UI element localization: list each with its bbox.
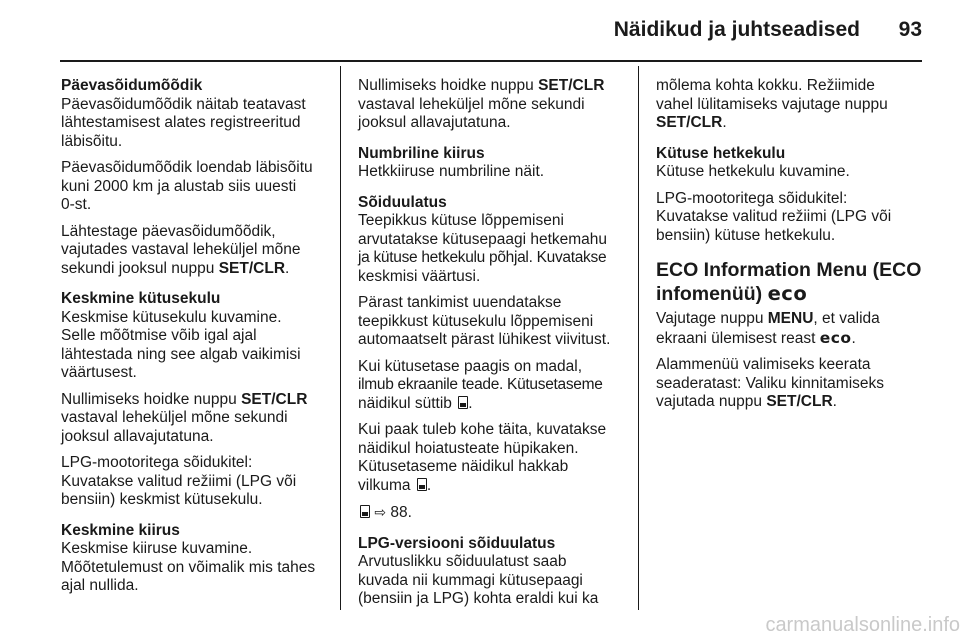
paragraph (656, 356, 924, 412)
section-heading-instant-consumption: Kütuse hetkekulu (656, 144, 786, 162)
page-title: Näidikud ja juhtseadised (613, 18, 860, 41)
text-line: LPG-mootoritega sõidukitel: (61, 454, 253, 471)
text-line: Lähtestage päevasõidumõõdik, (61, 222, 276, 240)
button-name-set-clr: SET/CLR (538, 77, 605, 94)
text-line (61, 391, 329, 410)
text: . (851, 329, 856, 347)
text-line: ECO Information Menu (ECO (656, 259, 922, 281)
fuel-pump-icon (417, 478, 427, 491)
paragraph (61, 96, 329, 152)
section-heading-digital-speed: Numbriline kiirus (358, 144, 485, 162)
section-heading-average-consumption: Keskmine kütusekulu (61, 290, 221, 307)
button-name-set-clr: SET/CLR (218, 259, 286, 277)
text-line: Hetkkiiruse numbriline näit. (358, 163, 545, 180)
paragraph (656, 190, 924, 246)
text-line: keskmisi väärtusi. (358, 267, 481, 285)
text: . (722, 114, 727, 131)
page-reference[interactable] (358, 503, 626, 523)
eco-icon: eco (819, 328, 852, 347)
text-line (656, 329, 924, 349)
text-line (656, 310, 924, 329)
text: . (832, 393, 837, 410)
text-line: (bensiin ja LPG) kohta eraldi kui ka (358, 590, 599, 607)
column-3 (656, 77, 924, 420)
text-line: vajutades vastaval leheküljel mõne (61, 241, 301, 258)
paragraph (656, 310, 924, 348)
text-line: Mõõtetulemust on võimalik mis tahes (61, 558, 316, 576)
fuel-pump-icon (458, 396, 468, 409)
text-line: jooksul allavajutatuna. (358, 114, 511, 131)
button-name-set-clr: SET/CLR (656, 114, 723, 131)
paragraph (61, 223, 329, 279)
text-line: Keskmise kütusekulu kuvamine. (61, 308, 282, 326)
button-name-set-clr: SET/CLR (766, 393, 833, 410)
paragraph (61, 540, 329, 596)
text-line (61, 260, 329, 279)
text-line: läbisõitu. (61, 132, 123, 150)
paragraph (656, 77, 924, 133)
text-line (656, 393, 924, 412)
text-line: näidikul hoiatusteate hüpikaken. (358, 439, 579, 457)
text-line: mõlema kohta kokku. Režiimide (656, 77, 875, 94)
column-divider (340, 66, 341, 610)
text-line (358, 477, 626, 496)
paragraph (358, 421, 626, 495)
text-line: bensiin) keskmist kütusekulu. (61, 491, 263, 508)
paragraph (61, 159, 329, 215)
text: vilkuma (358, 476, 411, 494)
paragraph (358, 212, 626, 286)
text: . (426, 476, 432, 494)
text-line: arvutatakse kütusepaagi hetkemahu (358, 230, 608, 248)
text-line (358, 77, 626, 96)
text-line: automaatselt pärast lühikest viivitust. (358, 331, 611, 348)
button-name-set-clr: SET/CLR (241, 390, 308, 408)
text-line: lähtestamisest alates registreeritud (61, 114, 301, 131)
paragraph (358, 503, 626, 523)
text: . (285, 259, 290, 277)
text-line: bensiin) kütuse hetkekulu. (656, 226, 836, 244)
paragraph (61, 309, 329, 383)
text: infomenüü) (656, 283, 763, 305)
text-line: Kuvatakse valitud režiimi (LPG või (656, 208, 892, 225)
paragraph (358, 294, 626, 350)
text-line: Arvutuslikku sõiduulatust saab (358, 553, 567, 570)
text-line (656, 114, 924, 133)
text: , et valida (813, 310, 880, 327)
text-line: Teepikkus kütuse lõppemiseni (358, 212, 564, 229)
text-line: Kui paak tuleb kohe täita, kuvatakse (358, 421, 607, 438)
section-heading-lpg-range: LPG-versiooni sõiduulatus (358, 534, 556, 552)
text-line (358, 395, 626, 414)
text-line: vastaval leheküljel mõne sekundi (61, 409, 288, 426)
text-line: lähtestada ning see algab vaikimisi (61, 345, 301, 363)
text: Nullimiseks hoidke nuppu (61, 390, 242, 408)
eco-icon: eco (767, 282, 808, 305)
paragraph (358, 163, 626, 182)
text-line: 0-st. (61, 196, 92, 213)
section-heading-trip-odometer: Päevasõidumõõdik (61, 77, 203, 94)
text-line: seaderatast: Valiku kinnitamiseks (656, 374, 885, 392)
text-line: Kui kütusetase paagis on madal, (358, 357, 583, 375)
page-reference-number: 88. (390, 504, 412, 521)
header-rule (60, 60, 922, 62)
paragraph (358, 358, 626, 414)
column-1 (61, 77, 329, 604)
text-line (656, 282, 924, 306)
text-line: Kuvatakse valitud režiimi (LPG või (61, 472, 297, 490)
text: Nullimiseks hoidke nuppu (358, 77, 539, 94)
text-line: ilmub ekraanile teade. Kütusetaseme (358, 376, 603, 393)
text: ekraani ülemisest reast (656, 329, 820, 347)
section-heading-eco-menu (656, 259, 924, 306)
text-line: kuvada nii kummagi kütusepaagi (358, 571, 583, 589)
text-line: Päevasõidumõõdik näitab teatavast (61, 95, 306, 113)
paragraph (656, 163, 924, 182)
text-line: teepikkust kütusekulu lõppemiseni (358, 312, 594, 330)
text: näidikul süttib (358, 394, 452, 412)
text-line: Alammenüü valimiseks keerata (656, 356, 871, 373)
text-line: LPG-mootoritega sõidukitel: (656, 189, 848, 207)
text-line: Selle mõõtmise võib igal ajal (61, 327, 257, 344)
text-line: vahel lülitamiseks vajutage nuppu (656, 95, 888, 113)
text: . (468, 394, 473, 412)
text-line: vastaval leheküljel mõne sekundi (358, 95, 585, 113)
text-line: väärtusest. (61, 364, 137, 381)
section-heading-range: Sõiduulatus (358, 193, 447, 211)
text-line: jooksul allavajutatuna. (61, 427, 214, 445)
page-number: 93 (898, 18, 922, 41)
text-line: kuni 2000 km ja alustab siis uuesti (61, 177, 297, 195)
text-line: Kütusetaseme näidikul hakkab (358, 458, 569, 475)
text-line: ajal nullida. (61, 577, 139, 594)
fuel-pump-icon (360, 505, 370, 518)
text-line: ja kütuse hetkekulu põhjal. Kuvatakse (358, 249, 607, 266)
column-divider (638, 66, 639, 610)
text-line: Keskmise kiiruse kuvamine. (61, 540, 253, 557)
button-name-menu: MENU (767, 310, 814, 327)
column-2 (358, 77, 626, 617)
text-line: Päevasõidumõõdik loendab läbisõitu (61, 159, 313, 176)
paragraph (358, 553, 626, 609)
paragraph (358, 77, 626, 133)
text-line: Pärast tankimist uuendatakse (358, 294, 562, 311)
watermark: carmanualsonline.info (765, 614, 960, 636)
arrow-right-icon: ⇨ (374, 504, 387, 520)
paragraph (61, 454, 329, 510)
text-line: Kütuse hetkekulu kuvamine. (656, 163, 850, 180)
text: vajutada nuppu (656, 393, 767, 410)
paragraph (61, 391, 329, 447)
text: sekundi jooksul nuppu (61, 259, 219, 277)
text: Vajutage nuppu (656, 310, 768, 327)
section-heading-average-speed: Keskmine kiirus (61, 521, 180, 539)
